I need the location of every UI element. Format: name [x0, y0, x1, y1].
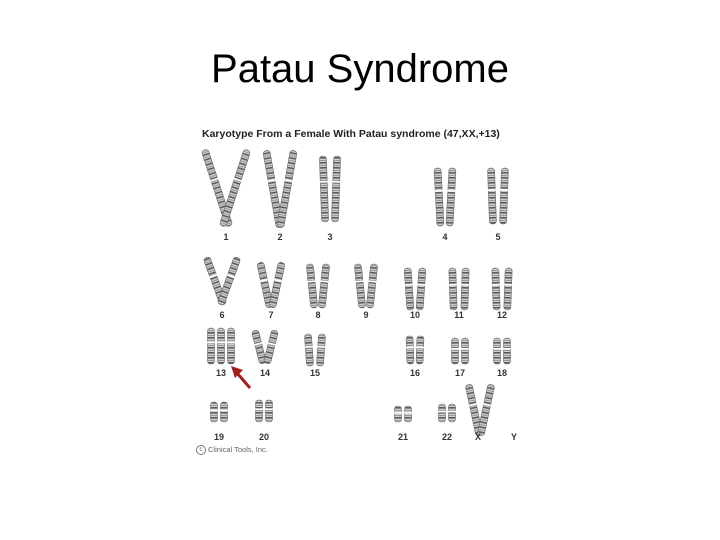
chromosome-8-copy-2 [318, 264, 330, 308]
chromosome-1-copy-2 [219, 149, 250, 227]
chromosome-3-copy-1 [319, 156, 328, 222]
copyright-text: Clinical Tools, Inc. [208, 445, 268, 454]
karyotype-figure [192, 122, 532, 462]
chromosome-14-copy-2 [263, 330, 278, 365]
chromosome-label-11: 11 [454, 310, 464, 320]
chromosome-3-copy-2 [331, 156, 340, 222]
chromosome-15-copy-2 [316, 334, 325, 366]
centromere-5-2 [500, 189, 508, 191]
copyright-icon: c [196, 445, 206, 455]
trisomy-arrow-shaft [237, 373, 250, 388]
chromosome-21-copy-1 [395, 406, 402, 422]
chromosome-9-copy-2 [366, 264, 378, 308]
chromosome-11-copy-1 [449, 268, 457, 310]
chromosome-label-21: 21 [397, 432, 409, 442]
chromosome-label-4: 4 [442, 232, 448, 242]
chromosome-label-1: 1 [223, 232, 229, 242]
chromosome-group [201, 149, 512, 436]
chromosome-label-15: 15 [309, 368, 321, 378]
chromosome-16-copy-2 [416, 336, 424, 364]
chromosome-label-Y: Y [510, 432, 518, 442]
chromosome-6-copy-2 [217, 256, 241, 305]
centromere-19-2 [220, 410, 228, 412]
chromosome-13-copy-3 [228, 328, 235, 364]
chromosome-17-copy-1 [452, 338, 459, 364]
centromere-13-3 [227, 342, 235, 344]
chromosome-10-copy-1 [404, 268, 414, 310]
chromosome-label-20: 20 [258, 432, 270, 442]
chromosome-label-13: 13 [215, 368, 227, 378]
centromere-18-1 [493, 348, 501, 350]
chromosome-label-12: 12 [496, 310, 508, 320]
chromosome-22-copy-2 [449, 404, 456, 422]
centromere-13-2 [217, 342, 225, 344]
chromosome-2-copy-2 [277, 150, 297, 228]
centromere-21-2 [404, 412, 412, 414]
chromosome-label-5: 5 [495, 232, 501, 242]
chromosome-5-copy-2 [500, 168, 509, 224]
chromosome-18-copy-1 [494, 338, 501, 364]
centromere-19-1 [210, 410, 218, 412]
centromere-20-1 [255, 408, 263, 410]
centromere-17-2 [461, 348, 469, 350]
centromere-12-2 [504, 284, 512, 286]
chromosome-22-copy-1 [439, 404, 446, 422]
chromosome-5-copy-1 [488, 168, 497, 224]
chromosome-label-17: 17 [454, 368, 466, 378]
chromosome-15-copy-1 [304, 334, 313, 366]
chromosome-20-copy-2 [266, 400, 273, 422]
chromosome-label-10: 10 [409, 310, 421, 320]
centromere-16-2 [416, 347, 424, 349]
chromosome-label-6: 6 [219, 310, 225, 320]
arrow-layer [231, 366, 250, 388]
chromosome-19-copy-2 [221, 402, 228, 422]
chromosome-label-18: 18 [496, 368, 508, 378]
chromosome-label-7: 7 [268, 310, 274, 320]
chromosome-9-copy-1 [354, 264, 366, 308]
chromosome-7-copy-2 [269, 262, 285, 308]
chromosome-13-copy-2 [218, 328, 225, 364]
chromosome-16-copy-1 [406, 336, 414, 364]
chromosome-label-3: 3 [327, 232, 333, 242]
chromosome-18-copy-2 [504, 338, 511, 364]
chromosome-8-copy-1 [306, 264, 318, 308]
chromosome-19-copy-1 [211, 402, 218, 422]
centromere-17-1 [451, 348, 459, 350]
chromosome-17-copy-2 [462, 338, 469, 364]
centromere-20-2 [265, 408, 273, 410]
chromosome-label-19: 19 [213, 432, 225, 442]
chromosome-label-2: 2 [277, 232, 283, 242]
chromosome-X-copy-2 [477, 384, 495, 436]
centromere-3-2 [332, 181, 340, 183]
centromere-18-2 [503, 348, 511, 350]
centromere-16-1 [406, 347, 414, 349]
chromosome-12-copy-1 [492, 268, 500, 310]
chromosome-label-16: 16 [409, 368, 421, 378]
copyright-notice [196, 445, 268, 455]
chromosome-4-copy-2 [446, 168, 456, 226]
centromere-12-1 [492, 284, 500, 286]
chromosome-11-copy-2 [461, 268, 469, 310]
chromosome-21-copy-2 [405, 406, 412, 422]
chromosome-label-14: 14 [259, 368, 271, 378]
centromere-21-1 [394, 412, 402, 414]
chromosome-label-8: 8 [315, 310, 321, 320]
centromere-22-2 [448, 411, 456, 413]
centromere-11-2 [461, 284, 469, 286]
chromosome-label-22: 22 [441, 432, 453, 442]
centromere-3-1 [320, 181, 328, 183]
chromosome-4-copy-1 [434, 168, 444, 226]
centromere-11-1 [449, 284, 457, 286]
centromere-5-1 [488, 189, 496, 191]
chromosome-13-copy-1 [208, 328, 215, 364]
chromosome-20-copy-1 [256, 400, 263, 422]
karyotype-image [192, 122, 532, 462]
chromosome-label-X: X [474, 432, 482, 442]
chromosome-label-9: 9 [363, 310, 369, 320]
slide-title: Patau Syndrome [211, 47, 509, 91]
centromere-22-1 [438, 411, 446, 413]
karyotype-title: Karyotype From a Female With Patau syndrome (47,XX,+13) [202, 128, 500, 140]
centromere-13-1 [207, 342, 215, 344]
chromosome-10-copy-2 [416, 268, 426, 310]
chromosome-12-copy-2 [504, 268, 512, 310]
